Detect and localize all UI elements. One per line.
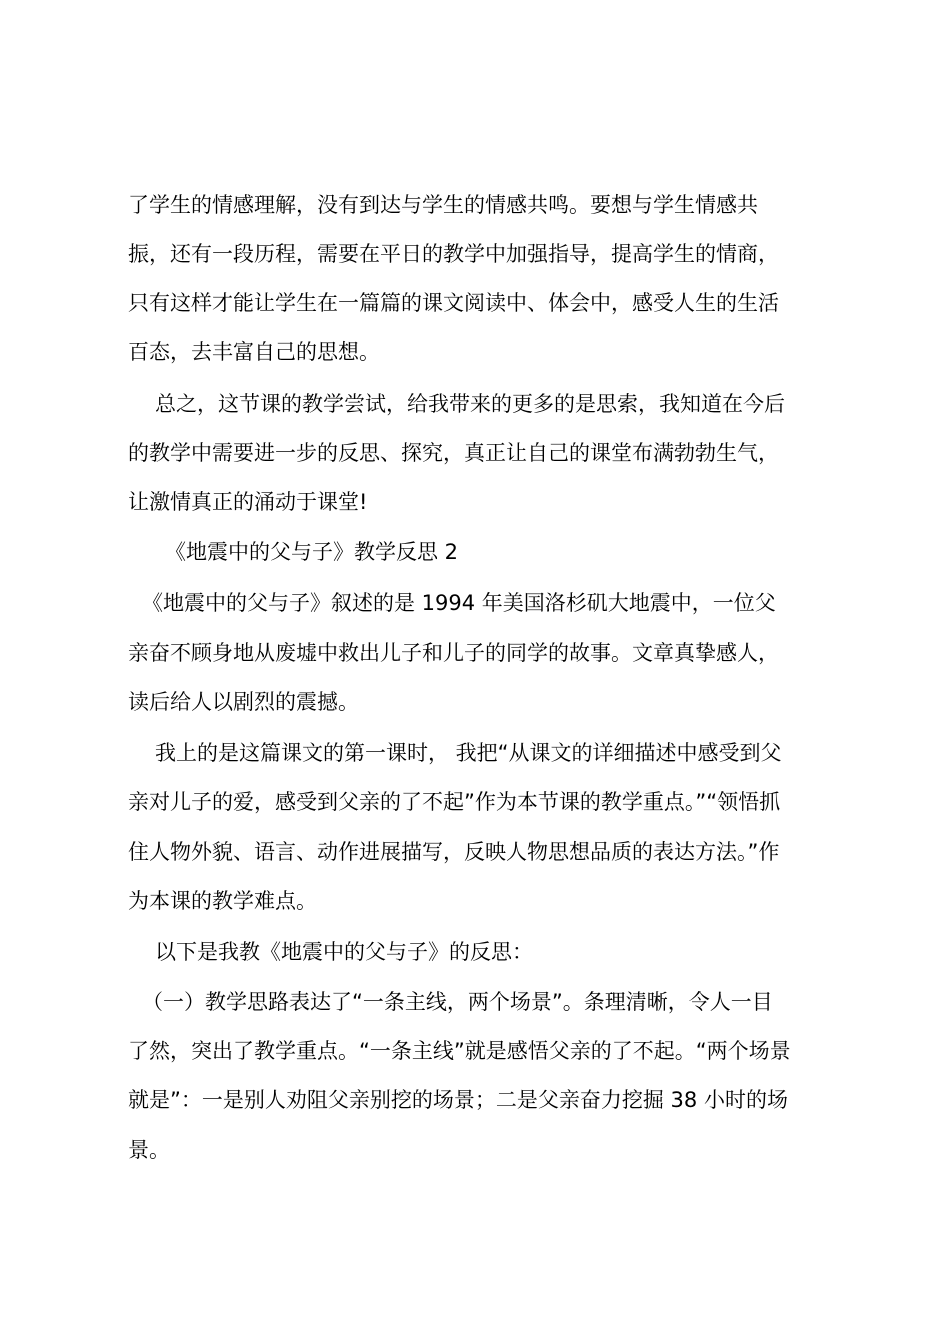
text-line: 就是”：一是别人劝阻父亲别挖的场景；二是父亲奋力挖掘 38 小时的场 (128, 1088, 788, 1112)
text-line: 读后给人以剧烈的震撼。 (128, 690, 359, 714)
text-line: 亲对儿子的爱，感受到父亲的了不起”作为本节课的教学重点。”“领悟抓 (128, 790, 781, 814)
text-line: 了然，突出了教学重点。“一条主线”就是感悟父亲的了不起。“两个场景 (128, 1039, 791, 1063)
text-line: 总之，这节课的教学尝试，给我带来的更多的是思索，我知道在今后 (155, 392, 785, 416)
text-line: 以下是我教《地震中的父与子》的反思： (155, 940, 533, 964)
text-line: （一）教学思路表达了“一条主线，两个场景”。条理清晰，令人一目 (142, 990, 773, 1014)
section-heading: 《地震中的父与子》教学反思 2 (165, 540, 459, 564)
text-line: 《地震中的父与子》叙述的是 1994 年美国洛杉矶大地震中，一位父 (142, 591, 776, 615)
text-line: 的教学中需要进一步的反思、探究，真正让自己的课堂布满勃勃生气， (128, 441, 779, 465)
text-line: 让激情真正的涌动于课堂! (128, 490, 368, 514)
text-line: 住人物外貌、语言、动作进展描写，反映人物思想品质的表达方法。”作 (128, 840, 780, 864)
text-line: 为本课的教学难点。 (128, 889, 317, 913)
text-line: 了学生的情感理解，没有到达与学生的情感共鸣。要想与学生情感共 (128, 193, 758, 217)
text-line: 我上的是这篇课文的第一课时， 我把“从课文的详细描述中感受到父 (155, 741, 782, 765)
text-line: 亲奋不顾身地从废墟中救出儿子和儿子的同学的故事。文章真挚感人， (128, 641, 779, 665)
text-line: 只有这样才能让学生在一篇篇的课文阅读中、体会中，感受人生的生活 (128, 291, 779, 315)
text-line: 百态，去丰富自己的思想。 (128, 340, 380, 364)
text-line: 振，还有一段历程，需要在平日的教学中加强指导，提高学生的情商， (128, 242, 779, 266)
text-line: 景。 (128, 1138, 170, 1162)
